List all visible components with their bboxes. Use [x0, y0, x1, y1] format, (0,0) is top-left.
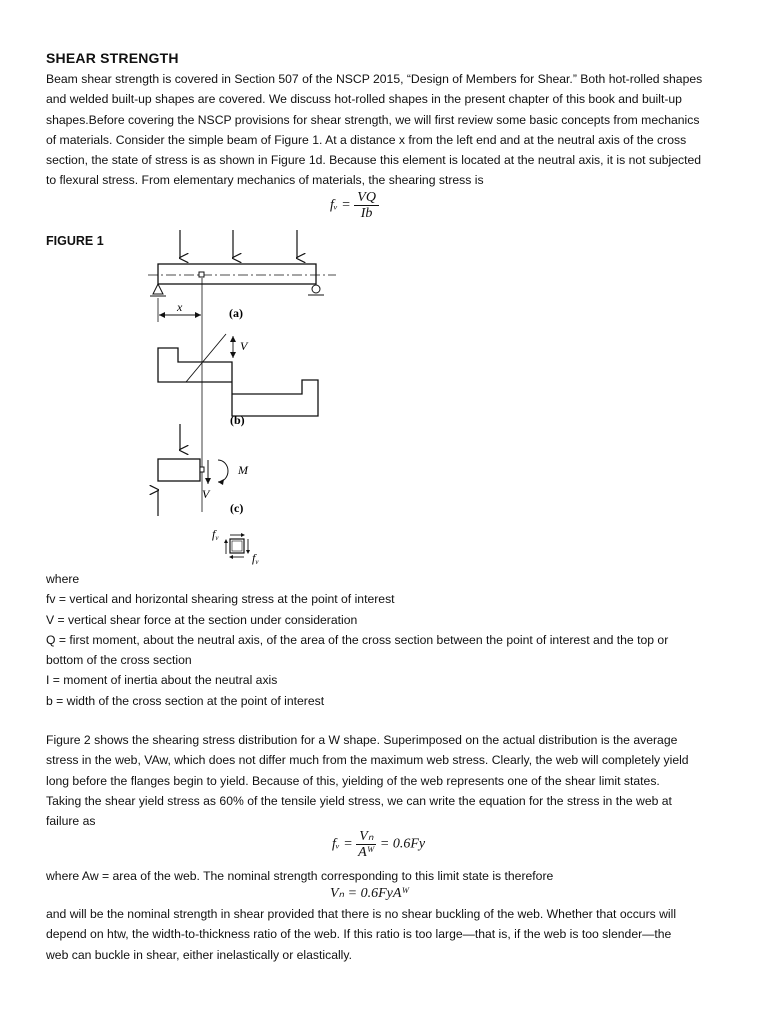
eq2-denominator: Aᵂ — [358, 845, 375, 860]
text-line: of materials. Consider the simple beam of Figure 1. At a distance x from the left end and at the neutral axis of the cross — [46, 132, 687, 147]
pin-support-icon — [153, 284, 163, 294]
figure-label: FIGURE 1 — [46, 234, 104, 248]
final-paragraph — [46, 904, 728, 965]
text-line: Beam shear strength is covered in Section 507 of the NSCP 2015, “Design of Members for Shear.” Both hot-rolled shapes — [46, 72, 703, 86]
text-line: fv = vertical and horizontal shearing stress at the point of interest — [46, 592, 395, 607]
free-body-segment — [158, 459, 200, 481]
text-line: where — [46, 572, 80, 586]
eq1-denominator: Ib — [360, 206, 373, 221]
label-v-c: V — [202, 487, 210, 501]
text-line: stress in the web, VAw, which does not differ much from the maximum web stress. Clearly, the web will completely yield — [46, 753, 689, 768]
label-v-b: V — [240, 339, 248, 353]
label-fv-1: fv — [212, 527, 219, 542]
eq1-lhs: fᵥ = — [330, 197, 351, 213]
text-line: V = vertical shear force at the section under consideration — [46, 612, 358, 627]
section-title: SHEAR STRENGTH — [46, 50, 179, 66]
text-line: depend on htw, the width-to-thickness ratio of the web. If this ratio is too large—that is, if the web is too slender—the — [46, 927, 672, 942]
eq1-fraction — [354, 190, 379, 221]
text-line: shapes.Before covering the NSCP provisions for shear strength, we will first review some basic concepts from mechanics — [46, 112, 700, 127]
figure-1-diagram — [140, 222, 350, 574]
text-line: failure as — [46, 814, 96, 829]
text-line: where Aw = area of the web. The nominal strength corresponding to this limit state is therefore — [46, 869, 554, 883]
beam — [158, 264, 316, 284]
stress-element-marker — [199, 272, 204, 277]
text-line: I = moment of inertia about the neutral axis — [46, 673, 278, 688]
equation-web-stress — [332, 829, 425, 860]
moment-arrow-icon — [218, 460, 228, 482]
text-line: and will be the nominal strength in shear provided that there is no shear buckling of the web. Whether that occurs will — [46, 907, 677, 921]
intro-paragraph — [46, 69, 728, 191]
text-line: section, the state of stress is as shown in Figure 1d. Because this element is located at the neutral axis, it is not subjected — [46, 153, 702, 168]
eq1-numerator: VQ — [354, 190, 379, 206]
label-c: (c) — [230, 501, 244, 515]
eq2-rhs: = 0.6Fy — [379, 836, 426, 852]
text-line: and welded built-up shapes are covered. We discuss hot-rolled shapes in the present chapter of this book and built-up — [46, 92, 682, 107]
label-x: x — [177, 300, 183, 314]
eq2-lhs: fᵥ = — [332, 836, 353, 852]
where-definitions — [46, 569, 728, 711]
equation-shear-stress — [330, 190, 379, 221]
label-a: (a) — [229, 306, 243, 320]
text-line: Taking the shear yield stress as 60% of the tensile yield stress, we can write the equation for the stress in the web at — [46, 793, 672, 808]
eq2-numerator: Vₙ — [356, 829, 376, 845]
beam-loads — [180, 230, 297, 258]
text-line: Figure 2 shows the shearing stress distribution for a W shape. Superimposed on the actual distribution is the average — [46, 733, 678, 747]
equation-nominal-strength: Vₙ = 0.6FyAᵂ — [330, 886, 410, 901]
roller-support-icon — [312, 285, 320, 293]
aw-definition — [46, 866, 728, 886]
figure-2-paragraph — [46, 730, 728, 831]
shear-diagram — [158, 348, 318, 416]
text-line: to flexural stress. From elementary mechanics of materials, the shearing stress is — [46, 173, 484, 188]
label-fv-2: fv — [252, 551, 259, 566]
text-line: b = width of the cross section at the point of interest — [46, 693, 325, 708]
text-line: web can buckle in shear, either inelastically or elastically. — [46, 947, 352, 962]
eq2-fraction — [356, 829, 376, 860]
shear-magnitude-line — [186, 334, 226, 382]
label-m: M — [238, 463, 248, 477]
text-line: Q = first moment, about the neutral axis, of the area of the cross section between the point of interest and the top or — [46, 632, 669, 647]
label-b: (b) — [230, 413, 245, 427]
text-line: long before the flanges begin to yield. Because of this, yielding of the web represents one of the shear limit states. — [46, 773, 660, 788]
text-line: bottom of the cross section — [46, 653, 192, 668]
